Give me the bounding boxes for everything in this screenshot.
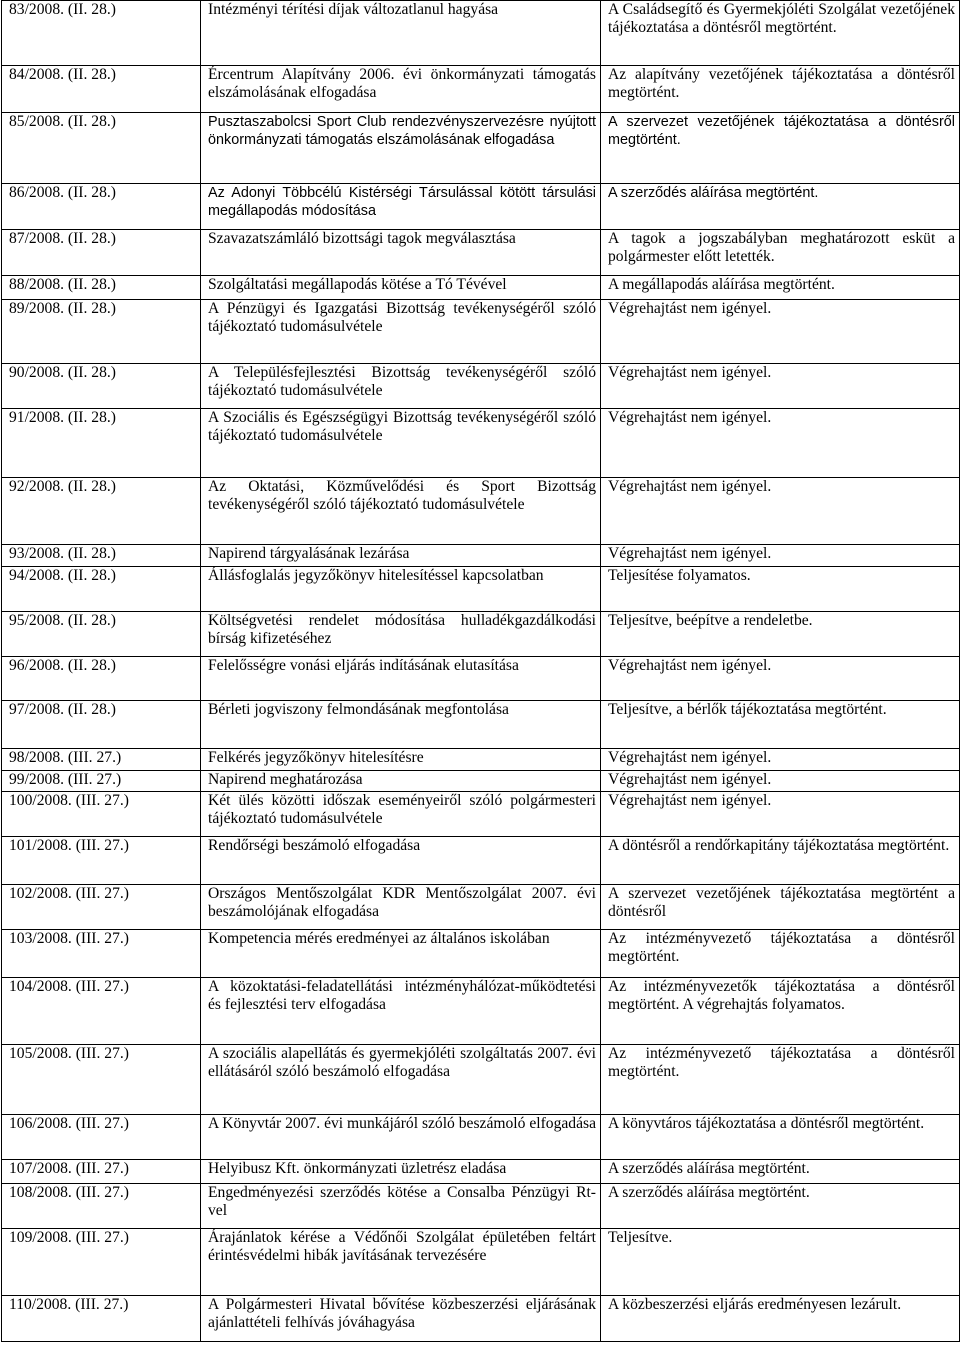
table-row bbox=[2, 612, 960, 657]
resolution-subject: Árajánlatok kérése a Védőnői Szolgálat épületében feltárt érintésvédelmi hibák javításának tervezésére bbox=[201, 1229, 601, 1296]
table-row bbox=[2, 837, 960, 885]
resolution-result: Az intézményvezetők tájékoztatása a döntésről megtörtént. A végrehajtás folyamatos. bbox=[601, 978, 960, 1045]
resolution-subject: Helyibusz Kft. önkormányzati üzletrész eladása bbox=[201, 1160, 601, 1184]
resolution-number: 105/2008. (III. 27.) bbox=[2, 1045, 201, 1115]
resolution-subject: Napirend tárgyalásának lezárása bbox=[201, 545, 601, 567]
resolution-number: 98/2008. (III. 27.) bbox=[2, 749, 201, 771]
resolution-number: 97/2008. (II. 28.) bbox=[2, 701, 201, 749]
table-row bbox=[2, 749, 960, 771]
resolution-subject: Állásfoglalás jegyzőkönyv hitelesítéssel kapcsolatban bbox=[201, 567, 601, 612]
resolution-number: 103/2008. (III. 27.) bbox=[2, 930, 201, 978]
table-row bbox=[2, 1045, 960, 1115]
resolution-subject: Ércentrum Alapítvány 2006. évi önkormányzati támogatás elszámolásának elfogadása bbox=[201, 66, 601, 113]
resolution-subject: A Szociális és Egészségügyi Bizottság tevékenységéről szóló tájékoztató tudomásulvétele bbox=[201, 409, 601, 478]
resolution-result: A Családsegítő és Gyermekjóléti Szolgálat vezetőjének tájékoztatása a döntésről megtörtént. bbox=[601, 1, 960, 66]
table-row bbox=[2, 701, 960, 749]
resolution-subject: Felkérés jegyzőkönyv hitelesítésre bbox=[201, 749, 601, 771]
resolution-result: A szervezet vezetőjének tájékoztatása megtörtént a döntésről bbox=[601, 885, 960, 930]
table-row bbox=[2, 66, 960, 113]
resolution-result: Az intézményvezető tájékoztatása a döntésről megtörtént. bbox=[601, 930, 960, 978]
resolution-subject: Bérleti jogviszony felmondásának megfontolása bbox=[201, 701, 601, 749]
resolution-result: Az intézményvezető tájékoztatása a döntésről megtörtént. bbox=[601, 1045, 960, 1115]
resolution-subject: A közoktatási-feladatellátási intézményhálózat-működtetési és fejlesztési terv elfogadása bbox=[201, 978, 601, 1045]
resolution-number: 94/2008. (II. 28.) bbox=[2, 567, 201, 612]
table-row bbox=[2, 792, 960, 837]
resolution-subject: Intézményi térítési díjak változatlanul hagyása bbox=[201, 1, 601, 66]
table-row bbox=[2, 184, 960, 230]
resolution-number: 91/2008. (II. 28.) bbox=[2, 409, 201, 478]
resolution-number: 83/2008. (II. 28.) bbox=[2, 1, 201, 66]
resolution-subject: Kompetencia mérés eredményei az általános iskolában bbox=[201, 930, 601, 978]
table-row bbox=[2, 567, 960, 612]
resolutions-body bbox=[2, 1, 960, 1342]
resolution-subject: A szociális alapellátás és gyermekjóléti szolgáltatás 2007. évi ellátásáról szóló beszámoló elfogadása bbox=[201, 1045, 601, 1115]
resolution-number: 100/2008. (III. 27.) bbox=[2, 792, 201, 837]
resolution-subject: Napirend meghatározása bbox=[201, 771, 601, 792]
resolution-subject: Az Oktatási, Közművelődési és Sport Bizottság tevékenységéről szóló tájékoztató tudomásulvétele bbox=[201, 478, 601, 545]
resolution-number: 109/2008. (III. 27.) bbox=[2, 1229, 201, 1296]
resolution-number: 86/2008. (II. 28.) bbox=[2, 184, 201, 230]
resolution-subject: A Pénzügyi és Igazgatási Bizottság tevékenységéről szóló tájékoztató tudomásulvétele bbox=[201, 300, 601, 364]
resolution-subject: Szavazatszámláló bizottsági tagok megválasztása bbox=[201, 230, 601, 276]
resolution-result: Végrehajtást nem igényel. bbox=[601, 771, 960, 792]
resolution-subject: Költségvetési rendelet módosítása hulladékgazdálkodási bírság kifizetéséhez bbox=[201, 612, 601, 657]
resolution-subject: Engedményezési szerződés kötése a Consalba Pénzügyi Rt-vel bbox=[201, 1184, 601, 1229]
table-row bbox=[2, 1229, 960, 1296]
table-row bbox=[2, 1115, 960, 1160]
table-row bbox=[2, 113, 960, 184]
resolution-subject: Az Adonyi Többcélú Kistérségi Társulással kötött társulási megállapodás módosítása bbox=[201, 184, 601, 230]
resolution-result: A szerződés aláírása megtörtént. bbox=[601, 1184, 960, 1229]
resolution-result: Teljesítve, a bérlők tájékoztatása megtörtént. bbox=[601, 701, 960, 749]
resolution-subject: Pusztaszabolcsi Sport Club rendezvényszervezésre nyújtott önkormányzati támogatás elszámolásának elfogadása bbox=[201, 113, 601, 184]
resolution-result: Végrehajtást nem igényel. bbox=[601, 792, 960, 837]
resolution-number: 106/2008. (III. 27.) bbox=[2, 1115, 201, 1160]
table-row bbox=[2, 1, 960, 66]
resolution-number: 87/2008. (II. 28.) bbox=[2, 230, 201, 276]
resolution-result: Végrehajtást nem igényel. bbox=[601, 409, 960, 478]
resolution-result: A szerződés aláírása megtörtént. bbox=[601, 1160, 960, 1184]
resolution-result: Végrehajtást nem igényel. bbox=[601, 364, 960, 409]
table-row bbox=[2, 364, 960, 409]
resolution-number: 107/2008. (III. 27.) bbox=[2, 1160, 201, 1184]
table-row bbox=[2, 771, 960, 792]
resolution-result: A döntésről a rendőrkapitány tájékoztatása megtörtént. bbox=[601, 837, 960, 885]
table-row bbox=[2, 409, 960, 478]
resolution-number: 99/2008. (III. 27.) bbox=[2, 771, 201, 792]
table-row bbox=[2, 545, 960, 567]
resolution-subject: Két ülés közötti időszak eseményeiről szóló polgármesteri tájékoztató tudomásulvétele bbox=[201, 792, 601, 837]
resolution-number: 102/2008. (III. 27.) bbox=[2, 885, 201, 930]
resolution-result: Végrehajtást nem igényel. bbox=[601, 300, 960, 364]
resolution-result: A szerződés aláírása megtörtént. bbox=[601, 184, 960, 230]
table-row bbox=[2, 478, 960, 545]
table-row bbox=[2, 885, 960, 930]
resolution-number: 84/2008. (II. 28.) bbox=[2, 66, 201, 113]
resolution-subject: A Könyvtár 2007. évi munkájáról szóló beszámoló elfogadása bbox=[201, 1115, 601, 1160]
resolution-subject: Felelősségre vonási eljárás indításának elutasítása bbox=[201, 657, 601, 701]
resolution-result: A könyvtáros tájékoztatása a döntésről megtörtént. bbox=[601, 1115, 960, 1160]
resolution-number: 92/2008. (II. 28.) bbox=[2, 478, 201, 545]
resolution-result: Teljesítve, beépítve a rendeletbe. bbox=[601, 612, 960, 657]
resolution-result: A megállapodás aláírása megtörtént. bbox=[601, 276, 960, 300]
table-row bbox=[2, 930, 960, 978]
resolution-result: A közbeszerzési eljárás eredményesen lezárult. bbox=[601, 1296, 960, 1342]
resolution-number: 95/2008. (II. 28.) bbox=[2, 612, 201, 657]
resolution-result: A szervezet vezetőjének tájékoztatása a döntésről megtörtént. bbox=[601, 113, 960, 184]
table-row bbox=[2, 1296, 960, 1342]
table-row bbox=[2, 978, 960, 1045]
resolution-number: 88/2008. (II. 28.) bbox=[2, 276, 201, 300]
resolution-result: Teljesítése folyamatos. bbox=[601, 567, 960, 612]
resolution-number: 108/2008. (III. 27.) bbox=[2, 1184, 201, 1229]
resolution-result: Végrehajtást nem igényel. bbox=[601, 545, 960, 567]
resolution-result: Végrehajtást nem igényel. bbox=[601, 478, 960, 545]
resolution-subject: Rendőrségi beszámoló elfogadása bbox=[201, 837, 601, 885]
resolution-result: A tagok a jogszabályban meghatározott esküt a polgármester előtt letették. bbox=[601, 230, 960, 276]
resolution-number: 85/2008. (II. 28.) bbox=[2, 113, 201, 184]
resolutions-table bbox=[1, 0, 960, 1342]
table-row bbox=[2, 1160, 960, 1184]
table-row bbox=[2, 657, 960, 701]
resolution-number: 96/2008. (II. 28.) bbox=[2, 657, 201, 701]
resolution-result: Végrehajtást nem igényel. bbox=[601, 657, 960, 701]
resolution-subject: Szolgáltatási megállapodás kötése a Tó Tévével bbox=[201, 276, 601, 300]
resolution-number: 104/2008. (III. 27.) bbox=[2, 978, 201, 1045]
resolution-subject: Országos Mentőszolgálat KDR Mentőszolgálat 2007. évi beszámolójának elfogadása bbox=[201, 885, 601, 930]
resolution-result: Az alapítvány vezetőjének tájékoztatása a döntésről megtörtént. bbox=[601, 66, 960, 113]
resolution-number: 89/2008. (II. 28.) bbox=[2, 300, 201, 364]
resolution-number: 90/2008. (II. 28.) bbox=[2, 364, 201, 409]
resolution-number: 110/2008. (III. 27.) bbox=[2, 1296, 201, 1342]
table-row bbox=[2, 276, 960, 300]
table-row bbox=[2, 1184, 960, 1229]
resolution-result: Teljesítve. bbox=[601, 1229, 960, 1296]
resolution-result: Végrehajtást nem igényel. bbox=[601, 749, 960, 771]
table-row bbox=[2, 300, 960, 364]
resolution-subject: A Településfejlesztési Bizottság tevékenységéről szóló tájékoztató tudomásulvétele bbox=[201, 364, 601, 409]
resolution-number: 93/2008. (II. 28.) bbox=[2, 545, 201, 567]
resolution-subject: A Polgármesteri Hivatal bővítése közbeszerzési eljárásának ajánlattételi felhívás jóváhagyása bbox=[201, 1296, 601, 1342]
resolution-number: 101/2008. (III. 27.) bbox=[2, 837, 201, 885]
table-row bbox=[2, 230, 960, 276]
